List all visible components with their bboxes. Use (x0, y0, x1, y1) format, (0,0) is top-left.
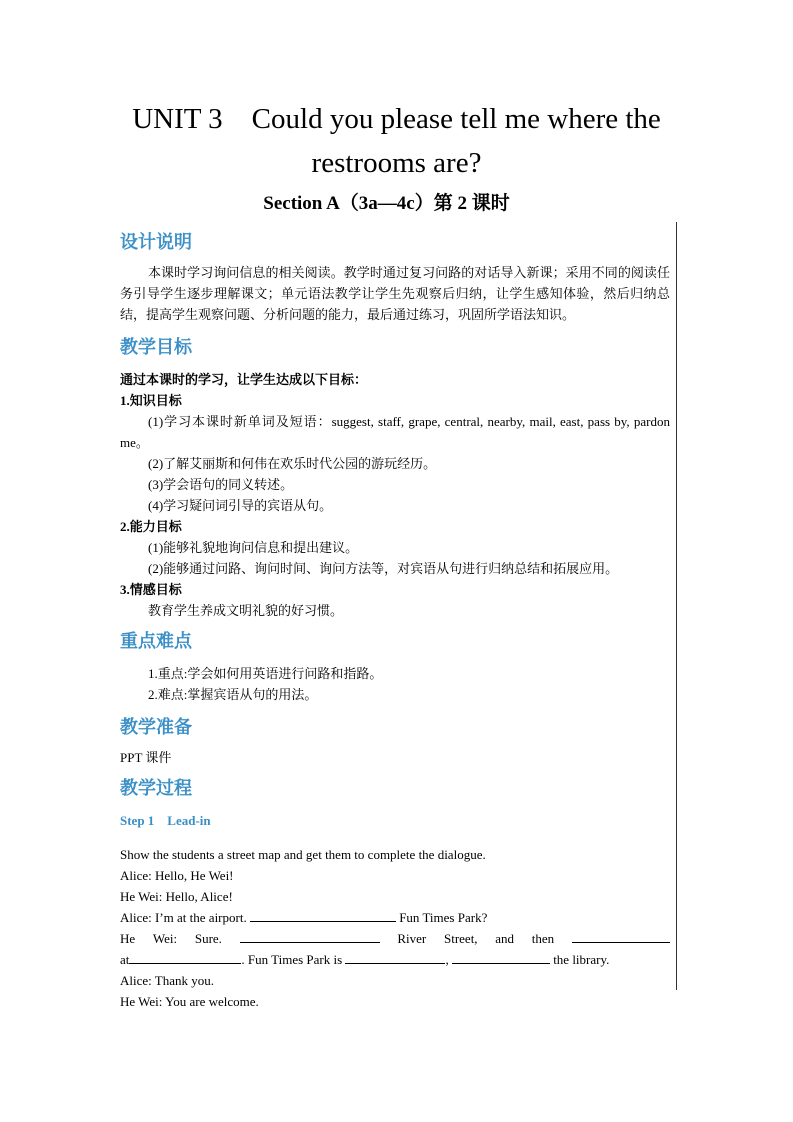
lesson-content (120, 228, 670, 1012)
step-1-instruction: Show the students a street map and get them to complete the dialogue. (120, 847, 486, 862)
heading-design: 设计说明 (120, 232, 192, 253)
design-text: 本课时学习询问信息的相关阅读。教学时通过复习问路的对话导入新课；采用不同的阅读任务引导学生逐步理解课文；单元语法教学让学生先观察后归纳，让学生感知体验，然后归纳总结，提高学生观察问题、分析问题的能力，最后通过练习，巩固所学语法知识。 (120, 265, 670, 322)
dialogue-line-4-w6: and (495, 931, 515, 946)
blank-4[interactable] (129, 949, 241, 964)
dialogue-line-5-a: at (120, 952, 130, 967)
prep-text: PPT 课件 (120, 750, 172, 765)
dialogue-line-4-w7: then (531, 931, 555, 946)
table-border-line (676, 222, 677, 990)
title-line-2: restrooms are? (311, 147, 482, 179)
goals-knowledge-title: 1.知识目标 (120, 393, 182, 408)
dialogue-line-5-b: . Fun Times Park is (241, 952, 343, 967)
dialogue-line-5 (120, 949, 670, 970)
goals-intro: 通过本课时的学习，让学生达成以下目标： (120, 372, 368, 387)
dialogue-line-3-text: Alice: I’m at the airport. (120, 910, 247, 925)
dialogue-line-3 (120, 907, 670, 928)
dialogue-line-4 (120, 928, 670, 949)
step-1-title: Step 1 Lead-in (120, 813, 211, 828)
page-title (110, 97, 683, 185)
keypoint-1: 1.重点:学会如何用英语进行问路和指路。 (148, 666, 383, 681)
goals-ability-2: (2)能够通过问路、询问时间、询问方法等，对宾语从句进行归纳总结和拓展应用。 (148, 561, 619, 576)
keypoint-2: 2.难点:掌握宾语从句的用法。 (148, 687, 318, 702)
blank-6[interactable] (452, 949, 550, 964)
heading-goals: 教学目标 (120, 337, 192, 358)
goals-knowledge-1: (1)学习本课时新单词及短语：suggest, staff, grape, central, nearby, mail, east, pass by, pardon me。 (120, 414, 670, 450)
dialogue-line-7: He Wei: You are welcome. (120, 994, 259, 1009)
dialogue-line-4-w2: Wei: (152, 931, 178, 946)
goals-emotion-title: 3.情感目标 (120, 582, 182, 597)
dialogue-line-5-c: , (445, 952, 449, 967)
dialogue-line-5-d: the library. (553, 952, 610, 967)
goals-knowledge-4: (4)学习疑问词引导的宾语从句。 (148, 498, 333, 513)
goals-ability-title: 2.能力目标 (120, 519, 182, 534)
dialogue-line-3-end: Fun Times Park? (399, 910, 488, 925)
heading-keypoints: 重点难点 (120, 631, 192, 652)
dialogue-line-4-w3: Sure. (194, 931, 222, 946)
blank-1[interactable] (250, 907, 396, 922)
goals-knowledge-3: (3)学会语句的同义转述。 (148, 477, 294, 492)
goals-emotion-1: 教育学生养成文明礼貌的好习惯。 (148, 603, 344, 618)
dialogue-line-4-w4: River (397, 931, 427, 946)
blank-2[interactable] (240, 928, 380, 943)
heading-prep: 教学准备 (120, 717, 192, 738)
goals-ability-1: (1)能够礼貌地询问信息和提出建议。 (148, 540, 359, 555)
dialogue-line-2: He Wei: Hello, Alice! (120, 889, 233, 904)
goals-knowledge-2: (2)了解艾丽斯和何伟在欢乐时代公园的游玩经历。 (148, 456, 437, 471)
blank-3[interactable] (572, 928, 670, 943)
lesson-subtitle: Section A（3a—4c）第 2 课时 (263, 193, 510, 214)
dialogue-line-4-w1: He (120, 931, 136, 946)
dialogue-line-6: Alice: Thank you. (120, 973, 214, 988)
dialogue-line-4-w5: Street, (443, 931, 478, 946)
blank-5[interactable] (345, 949, 445, 964)
dialogue-line-1: Alice: Hello, He Wei! (120, 868, 234, 883)
heading-process: 教学过程 (120, 778, 192, 799)
title-line-1: UNIT 3 Could you please tell me where the (132, 103, 661, 135)
